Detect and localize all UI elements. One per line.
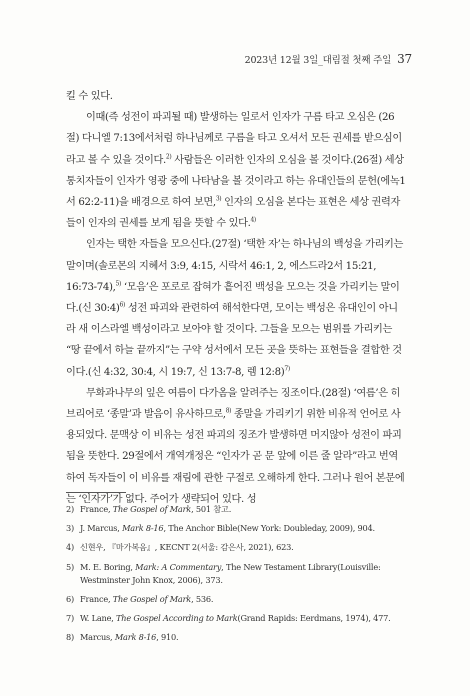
footnote-item [66,612,406,625]
footnote-text [80,561,406,587]
text-run: 무화과나무의 잎은 여름이 다가옴을 알려주는 징조이다.(28절) ‘여름’은 히브리어로 ‘종말’과 발음이 유사하므로, [66,387,401,421]
citation-title: Mark 8-16 [122,523,164,534]
footnote-ref[interactable]: 4) [250,216,256,224]
footnote-text [80,541,406,554]
footnote-number: 5) [66,561,75,572]
footnote-text [80,503,406,516]
footnote-item [66,541,406,554]
paragraph [66,86,406,107]
citation-text: Marcus, [80,632,115,643]
footnote-number: 3) [66,523,75,534]
footnote-text [80,612,406,625]
citation-text: J. Marcus, [80,523,123,534]
citation-text: , The Anchor Bible(New York: Doubleday, 2009), 904. [163,523,375,534]
footnote-text [80,631,406,644]
text-run: 킬 수 있다. [66,91,113,102]
footnote-ref[interactable]: 5) [115,280,121,288]
paragraph [66,234,406,382]
citation-text: M. E. Boring, [80,561,136,572]
text-run: 이때(즉 성전이 파괴될 때) 발생하는 일로서 인자가 구름 타고 오심은 (26절) 다니엘 7:13에서처럼 하나님께로 구름을 타고 오셔서 모든 권세를 받으심이라고 볼 수 있을 것이다. [66,112,402,166]
citation-title: The Gospel of Mark [112,593,192,604]
text-run: 인자의 오심을 본다는 표현은 세상 권력자들이 인자의 권세를 보게 됨을 뜻할 수 있다. [66,197,400,230]
running-header [245,52,412,66]
citation-text: 신현우, 『마가복음』, KECNT 2(서울: 감은사, 2021), 623. [80,542,294,553]
citation-text: , The New Testament Library(Louisville: Westminster John Knox, 2006), 373. [80,561,381,585]
footnote-number: 4) [66,542,75,553]
footnote-ref[interactable]: 6) [119,301,125,309]
header-title: 2023년 12월 3일_대림절 첫째 주일 [244,55,392,66]
footnote-divider [66,492,126,493]
citation-text: France, [80,593,113,604]
page-number: 37 [397,52,412,66]
text-run: 성전 파괴와 관련하여 해석한다면, 모이는 백성은 유대인이 아니라 새 이스라엘 백성이라고 보아야 할 것이다. 그들을 모으는 범위를 가리키는 “땅 끝에서 하늘 끝까지”는 구약 성서에서 모든 곳을 뜻하는 표현들을 결합한 것이다.(신 4:32, 30:4, 시 19:7, 신 13:7-8, 렘 12:8) [66,303,402,378]
footnote-item [66,593,406,606]
footnote-number: 7) [66,612,75,623]
paragraph [66,107,406,234]
citation-title: The Gospel According to Mark [116,612,238,623]
footnotes [66,503,406,650]
citation-text: , 536. [191,593,214,604]
citation-text: , 501 참고. [191,504,232,514]
citation-text: (Grand Rapids: Eerdmans, 1974), 477. [237,612,391,623]
footnote-item [66,631,406,644]
footnote-text [80,593,406,606]
body-text [66,86,406,510]
citation-title: Mark 8-16 [114,632,157,643]
citation-text: W. Lane, [80,612,117,623]
footnote-ref[interactable]: 8) [225,407,232,415]
citation-text: France, [80,504,113,514]
text-run: 인자는 택한 자들을 모으신다.(27절) ‘택한 자’는 하나님의 백성을 가리키는 말이며(솔로몬의 지혜서 3:9, 4:15, 시락서 46:1, 2, 에스드라2서 15:21, 16:73-74), [66,239,404,293]
footnote-text [80,522,406,535]
footnote-number: 2) [66,504,75,514]
footnote-item [66,503,406,516]
footnote-number: 8) [66,632,75,643]
citation-title: Mark: A Commentary [135,561,222,572]
citation-text: , 910. [156,632,179,643]
footnote-ref[interactable]: 2) [165,153,172,161]
footnote-item [66,522,406,535]
footnote-item [66,561,406,587]
text-run: 사람들은 이러한 인자의 오심을 볼 것이다.(26절) 세상 통치자들이 인자가 영광 중에 나타남을 볼 것이라고 하는 유대인들의 문헌(에녹1서 62:2-11)을 배경으로 하여 보면, [66,154,406,209]
footnote-ref[interactable]: 7) [284,365,290,373]
citation-title: The Gospel of Mark [112,504,192,514]
footnote-number: 6) [66,593,75,604]
paragraph [66,383,406,510]
text-run: ‘모음’은 포로로 잡혀가 흩어진 백성을 모으는 것을 가리키는 말이다.(신 30:4) [66,281,400,315]
text-run: 종말을 가리키기 위한 비유적 언어로 사용되었다. 문맥상 이 비유는 성전 파괴의 징조가 발생하면 머지않아 성전이 파괴됨을 뜻한다. 29절에서 개역개정은 “인자가 곧 문 앞에 이른 줄 알라”라고 번역하여 독자들이 이 비유를 재림에 관한 구절로 오해하게 한다. 그러나 원어 본문에는 ‘인자가’가 없다. 주어가 생략되어 있다. 성 [66,409,405,505]
footnote-ref[interactable]: 3) [215,195,222,203]
